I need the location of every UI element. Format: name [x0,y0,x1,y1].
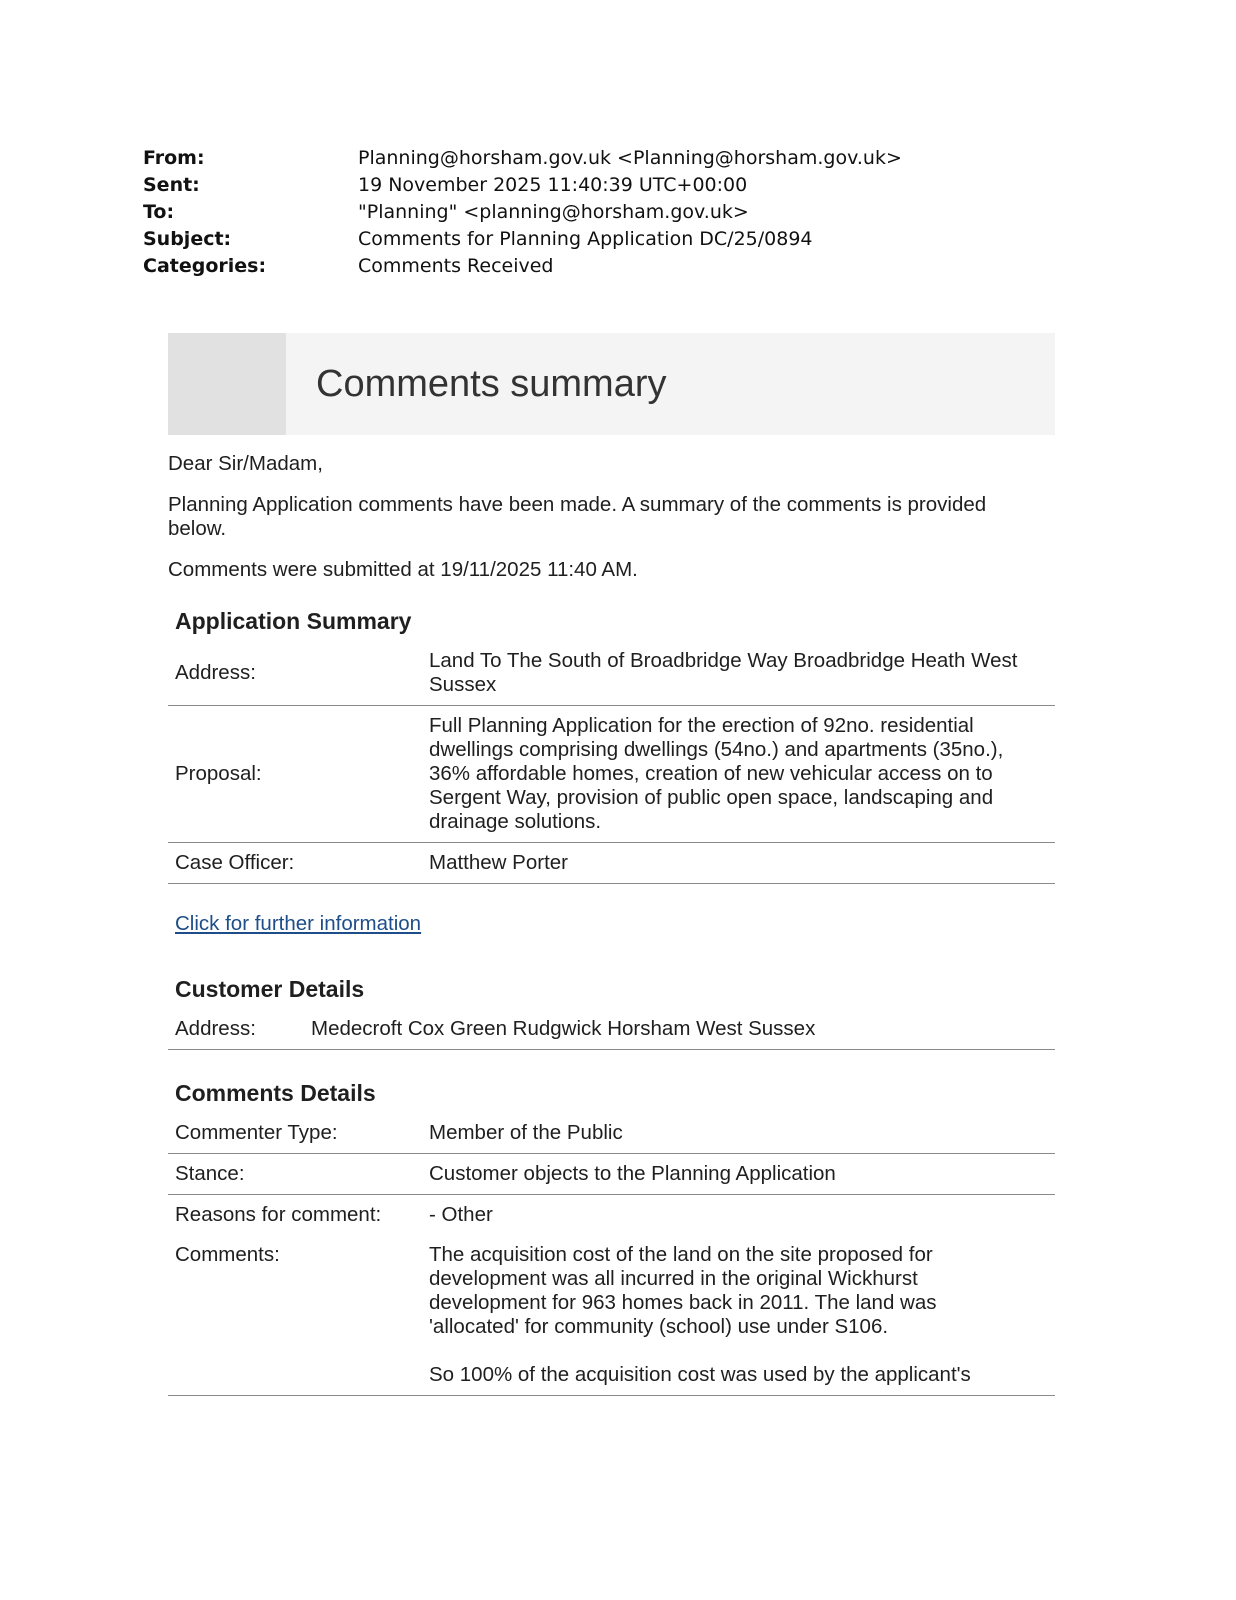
banner-title: Comments summary [316,363,667,405]
comments-summary-banner [168,333,1055,435]
subject-label: Subject: [143,228,232,250]
sent-row [143,172,902,199]
case-officer-label: Case Officer: [168,843,422,884]
greeting: Dear Sir/Madam, [168,452,323,475]
from-value: Planning@horsham.gov.uk <Planning@horsham.gov.uk> [358,147,902,169]
table-row [168,1154,1055,1195]
stance-label: Stance: [168,1154,422,1195]
table-row [168,706,1055,843]
comments-label: Comments: [168,1235,422,1396]
customer-details-table [168,1009,1055,1050]
table-row [168,1195,1055,1236]
comments-value [422,1235,1055,1396]
commenter-type-label: Commenter Type: [168,1113,422,1154]
intro-message: Planning Application comments have been made. A summary of the comments is provided below. [168,493,987,540]
table-row [168,843,1055,884]
sent-label: Sent: [143,174,200,196]
submitted-time: Comments were submitted at 19/11/2025 11:40 AM. [168,558,638,581]
proposal-label: Proposal: [168,706,422,843]
proposal-value: Full Planning Application for the erection of 92no. residential dwellings comprising dwellings (54no.) and apartments (35no.), 36% affordable homes, creation of new vehicular access on to Sergent Way, provision of public open space, landscaping and drainage solutions. [422,706,1055,843]
customer-address-label: Address: [168,1009,304,1050]
further-information-link[interactable]: Click for further information [175,912,422,935]
email-body [168,452,1055,1396]
sent-value: 19 November 2025 11:40:39 UTC+00:00 [358,174,748,196]
categories-row [143,253,902,280]
customer-address-value: Medecroft Cox Green Rudgwick Horsham West Sussex [304,1009,1055,1050]
commenter-type-value: Member of the Public [422,1113,1055,1154]
categories-label: Categories: [143,255,267,277]
from-row [143,145,902,172]
address-value: Land To The South of Broadbridge Way Broadbridge Heath West Sussex [422,641,1055,706]
comments-details-table [168,1113,1055,1396]
table-row [168,641,1055,706]
to-value: "Planning" <planning@horsham.gov.uk> [358,201,749,223]
to-row [143,199,902,226]
to-label: To: [143,201,175,223]
subject-row [143,226,902,253]
application-summary-table [168,641,1055,884]
reasons-value: - Other [429,1203,493,1226]
reasons-label: Reasons for comment: [175,1203,382,1226]
categories-value: Comments Received [358,255,554,277]
table-row [168,1235,1055,1396]
banner-accent-block [168,333,286,435]
comments-details-title: Comments Details [175,1080,376,1106]
comments-paragraph: So 100% of the acquisition cost was used by the applicant's [429,1363,971,1386]
stance-value: Customer objects to the Planning Application [422,1154,1055,1195]
address-label: Address: [168,641,422,706]
case-officer-value: Matthew Porter [422,843,1055,884]
customer-details-title: Customer Details [175,976,365,1002]
email-header [143,145,902,280]
comments-paragraph: The acquisition cost of the land on the site proposed for development was all incurred in the original Wickhurst development for 963 homes back in 2011. The land was 'allocated' for community (school) use under S106. [429,1243,937,1338]
application-summary-title: Application Summary [175,608,412,634]
table-row [168,1113,1055,1154]
subject-value: Comments for Planning Application DC/25/0894 [358,228,813,250]
table-row [168,1009,1055,1050]
from-label: From: [143,147,205,169]
